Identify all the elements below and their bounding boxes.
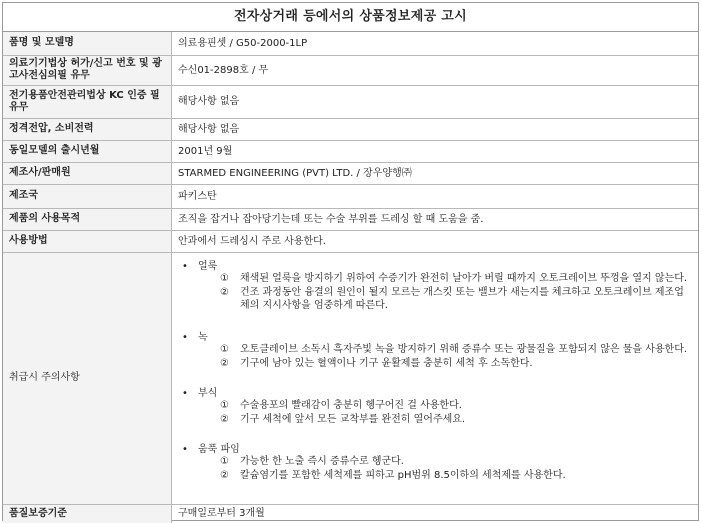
table-row [3, 32, 698, 55]
product-info-table [3, 32, 698, 523]
row-value: 2001년 9월 [172, 140, 699, 162]
table-row-care [3, 252, 698, 504]
bullet-mark: • [182, 260, 188, 272]
table-row [3, 230, 698, 252]
table-row [3, 162, 698, 184]
table-row [3, 140, 698, 162]
row-value: 수신01-2898호 / 무 [172, 55, 699, 85]
row-value: 파키스탄 [172, 184, 699, 208]
care-section [178, 384, 692, 426]
item-text: 기구 세척에 앞서 모든 교착부를 완전히 열어주세요. [240, 413, 466, 425]
bullet-mark: • [182, 387, 188, 399]
table-row [3, 504, 698, 523]
list-item [178, 455, 692, 468]
table-row [3, 55, 698, 85]
list-item [178, 286, 692, 312]
table-row [3, 85, 698, 118]
row-label: 품명 및 모델명 [3, 32, 172, 55]
table-row [3, 208, 698, 230]
row-value: 안과에서 드레싱시 주로 사용한다. [172, 230, 699, 252]
table-row [3, 118, 698, 140]
item-text: 기구에 남아 있는 혈액이나 기구 윤활제를 충분히 세척 후 소독한다. [240, 357, 533, 369]
row-label: 사용방법 [3, 230, 172, 252]
list-item [178, 272, 692, 285]
item-number: ① [220, 272, 229, 284]
row-value: STARMED ENGINEERING (PVT) LTD. / 장우양행㈜ [172, 162, 699, 184]
item-text: 수술용포의 빨래감이 충분히 헹구어진 걸 사용한다. [240, 399, 462, 411]
item-text: 오토클레이브 소독시 흑자주빛 녹을 방지하기 위해 증류수 또는 광물질을 포함되지 않은 물을 사용한다. [240, 343, 688, 355]
list-item [178, 343, 692, 356]
item-text: 채색된 얼룩을 방지하기 위하여 수증기가 완전히 날아가 버릴 때까지 오토크레이브 뚜껑을 열지 않는다. [240, 272, 688, 284]
item-number: ① [220, 455, 229, 467]
row-label: 전기용품안전관리법상 KC 인증 필 유무 [3, 85, 172, 118]
table-row [3, 184, 698, 208]
care-section [178, 257, 692, 312]
list-item [178, 357, 692, 370]
list-item [178, 399, 692, 412]
row-label: 의료기기법상 허가/신고 번호 및 광고사전심의필 유무 [3, 55, 172, 85]
section-title: 얼룩 [198, 260, 218, 272]
section-title: 움푹 파임 [198, 443, 240, 455]
care-instructions [172, 252, 699, 504]
item-number: ② [220, 469, 229, 481]
item-text: 가능한 한 노출 즉시 증류수로 헹군다. [240, 455, 404, 467]
notice-title: 전자상거래 등에서의 상품정보제공 고시 [3, 3, 698, 32]
row-label: 제조사/판매원 [3, 162, 172, 184]
item-number: ② [220, 413, 229, 425]
row-value: 의료용핀셋 / G50-2000-1LP [172, 32, 699, 55]
row-label: 동일모델의 출시년월 [3, 140, 172, 162]
row-label: 제품의 사용목적 [3, 208, 172, 230]
care-section [178, 440, 692, 482]
item-text: 건조 과정동안 융결의 원인이 될지 모르는 개스킷 또는 밸브가 새는지를 체크하고 오토크레이브 제조업체의 지시사항을 엄중하게 따른다. [240, 286, 684, 311]
row-value: 조직을 잡거나 잡아당기는데 또는 수술 부위를 드레싱 할 때 도움을 줌. [172, 208, 699, 230]
row-value: 구매일로부터 3개월 [172, 504, 699, 523]
row-value: 해당사항 없음 [172, 118, 699, 140]
section-title: 녹 [198, 331, 208, 343]
bullet-mark: • [182, 443, 188, 455]
bullet-mark: • [182, 331, 188, 343]
item-text: 칼슘염기를 포함한 세척제를 피하고 pH범위 8.5이하의 세척제를 사용한다. [240, 469, 566, 481]
item-number: ② [220, 357, 229, 369]
item-number: ① [220, 399, 229, 411]
section-title: 부식 [198, 387, 218, 399]
row-label: 정격전압, 소비전력 [3, 118, 172, 140]
item-number: ② [220, 286, 229, 298]
row-label: 제조국 [3, 184, 172, 208]
row-label: 취급시 주의사항 [3, 252, 172, 504]
item-number: ① [220, 343, 229, 355]
row-label: 품질보증기준 [3, 504, 172, 523]
list-item [178, 469, 692, 482]
product-info-notice [2, 2, 699, 521]
list-item [178, 413, 692, 426]
row-value: 해당사항 없음 [172, 85, 699, 118]
care-section [178, 328, 692, 370]
